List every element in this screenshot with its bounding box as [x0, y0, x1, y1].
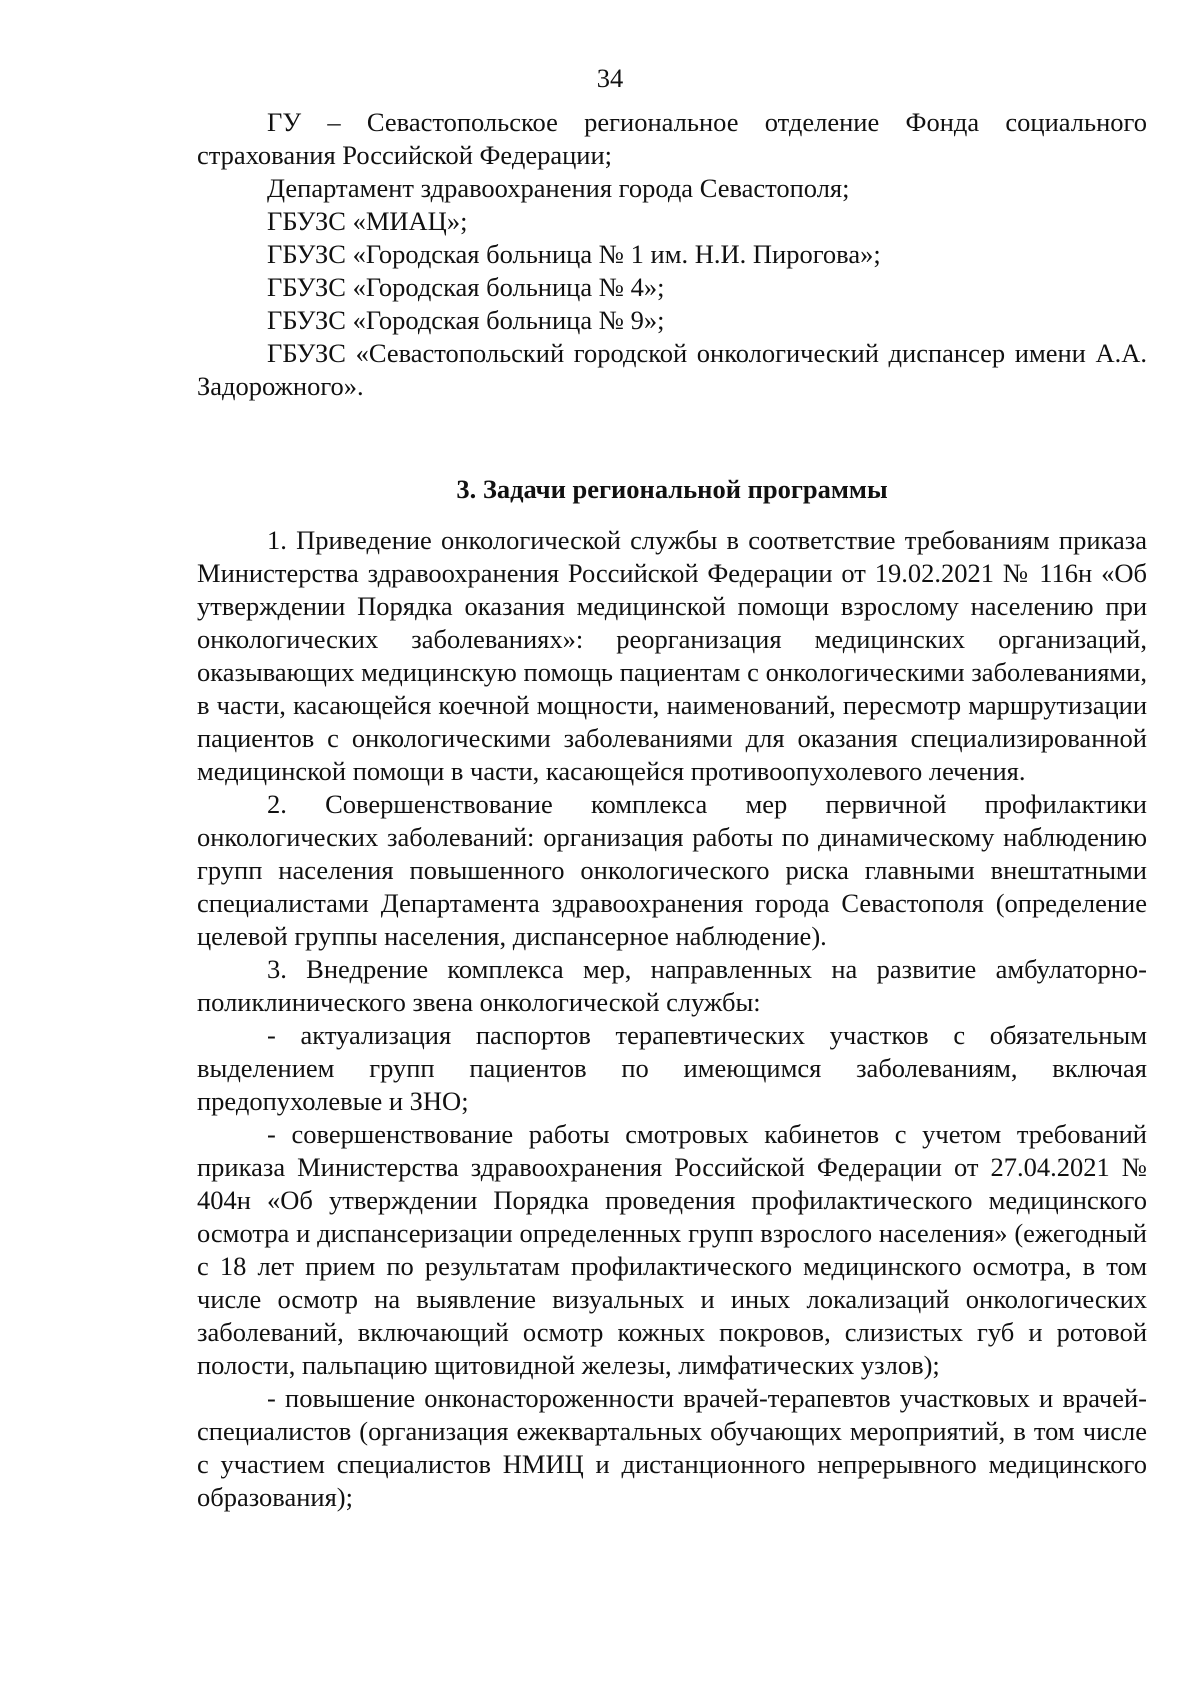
org-line-4: ГБУЗС «Городская больница № 1 им. Н.И. Пирогова»; — [267, 239, 881, 269]
task-bullet-1: - актуализация паспортов терапевтических участков с обязательным выделением групп пациентов по имеющимся заболеваниям, включая предопухолевые и ЗНО; — [197, 1020, 1147, 1116]
page-number: 34 — [596, 63, 624, 93]
task-paragraph-2: 2. Совершенствование комплекса мер первичной профилактики онкологических заболеваний: организация работы по динамическому наблюдению групп населения повышенного онкологического риска главными внештатными специалистами Департамента здравоохранения города Севастополя (определение целевой группы населения, диспансерное наблюдение). — [197, 789, 1147, 951]
org-line-5: ГБУЗС «Городская больница № 4»; — [267, 272, 665, 302]
org-line-2: Департамент здравоохранения города Севастополя; — [267, 173, 850, 203]
org-line-6: ГБУЗС «Городская больница № 9»; — [267, 305, 665, 335]
org-line-7: ГБУЗС «Севастопольский городской онкологический диспансер имени А.А. Задорожного». — [197, 338, 1147, 401]
task-bullet-2: - совершенствование работы смотровых кабинетов с учетом требований приказа Министерства здравоохранения Российской Федерации от 27.04.2021 № 404н «Об утверждении Порядка проведения профилактического медицинского осмотра и диспансеризации определенных групп взрослого населения» (ежегодный с 18 лет прием по результатам профилактического медицинского осмотра, в том числе осмотр на выявление визуальных и иных локализаций онкологических заболеваний, включающий осмотр кожных покровов, слизистых губ и ротовой полости, пальпацию щитовидной железы, лимфатических узлов); — [197, 1119, 1147, 1380]
document-body — [197, 106, 1147, 1514]
org-line-3: ГБУЗС «МИАЦ»; — [267, 206, 468, 236]
task-paragraph-3: 3. Внедрение комплекса мер, направленных на развитие амбулаторно-поликлинического звена онкологической службы: — [197, 954, 1147, 1017]
org-line-1: ГУ – Севастопольское региональное отделение Фонда социального страхования Российской Федерации; — [197, 107, 1147, 170]
section-heading: 3. Задачи региональной программы — [456, 474, 888, 504]
task-bullet-3: - повышение онконастороженности врачей-терапевтов участковых и врачей-специалистов (организация ежеквартальных обучающих мероприятий, в том числе с участием специалистов НМИЦ и дистанционного непрерывного медицинского образования); — [197, 1383, 1147, 1512]
task-paragraph-1: 1. Приведение онкологической службы в соответствие требованиям приказа Министерства здравоохранения Российской Федерации от 19.02.2021 № 116н «Об утверждении Порядка оказания медицинской помощи взрослому населению при онкологических заболеваниях»: реорганизация медицинских организаций, оказывающих медицинскую помощь пациентам с онкологическими заболеваниями, в части, касающейся коечной мощности, наименований, пересмотр маршрутизации пациентов с онкологическими заболеваниями для оказания специализированной медицинской помощи в части, касающейся противоопухолевого лечения. — [197, 525, 1147, 786]
